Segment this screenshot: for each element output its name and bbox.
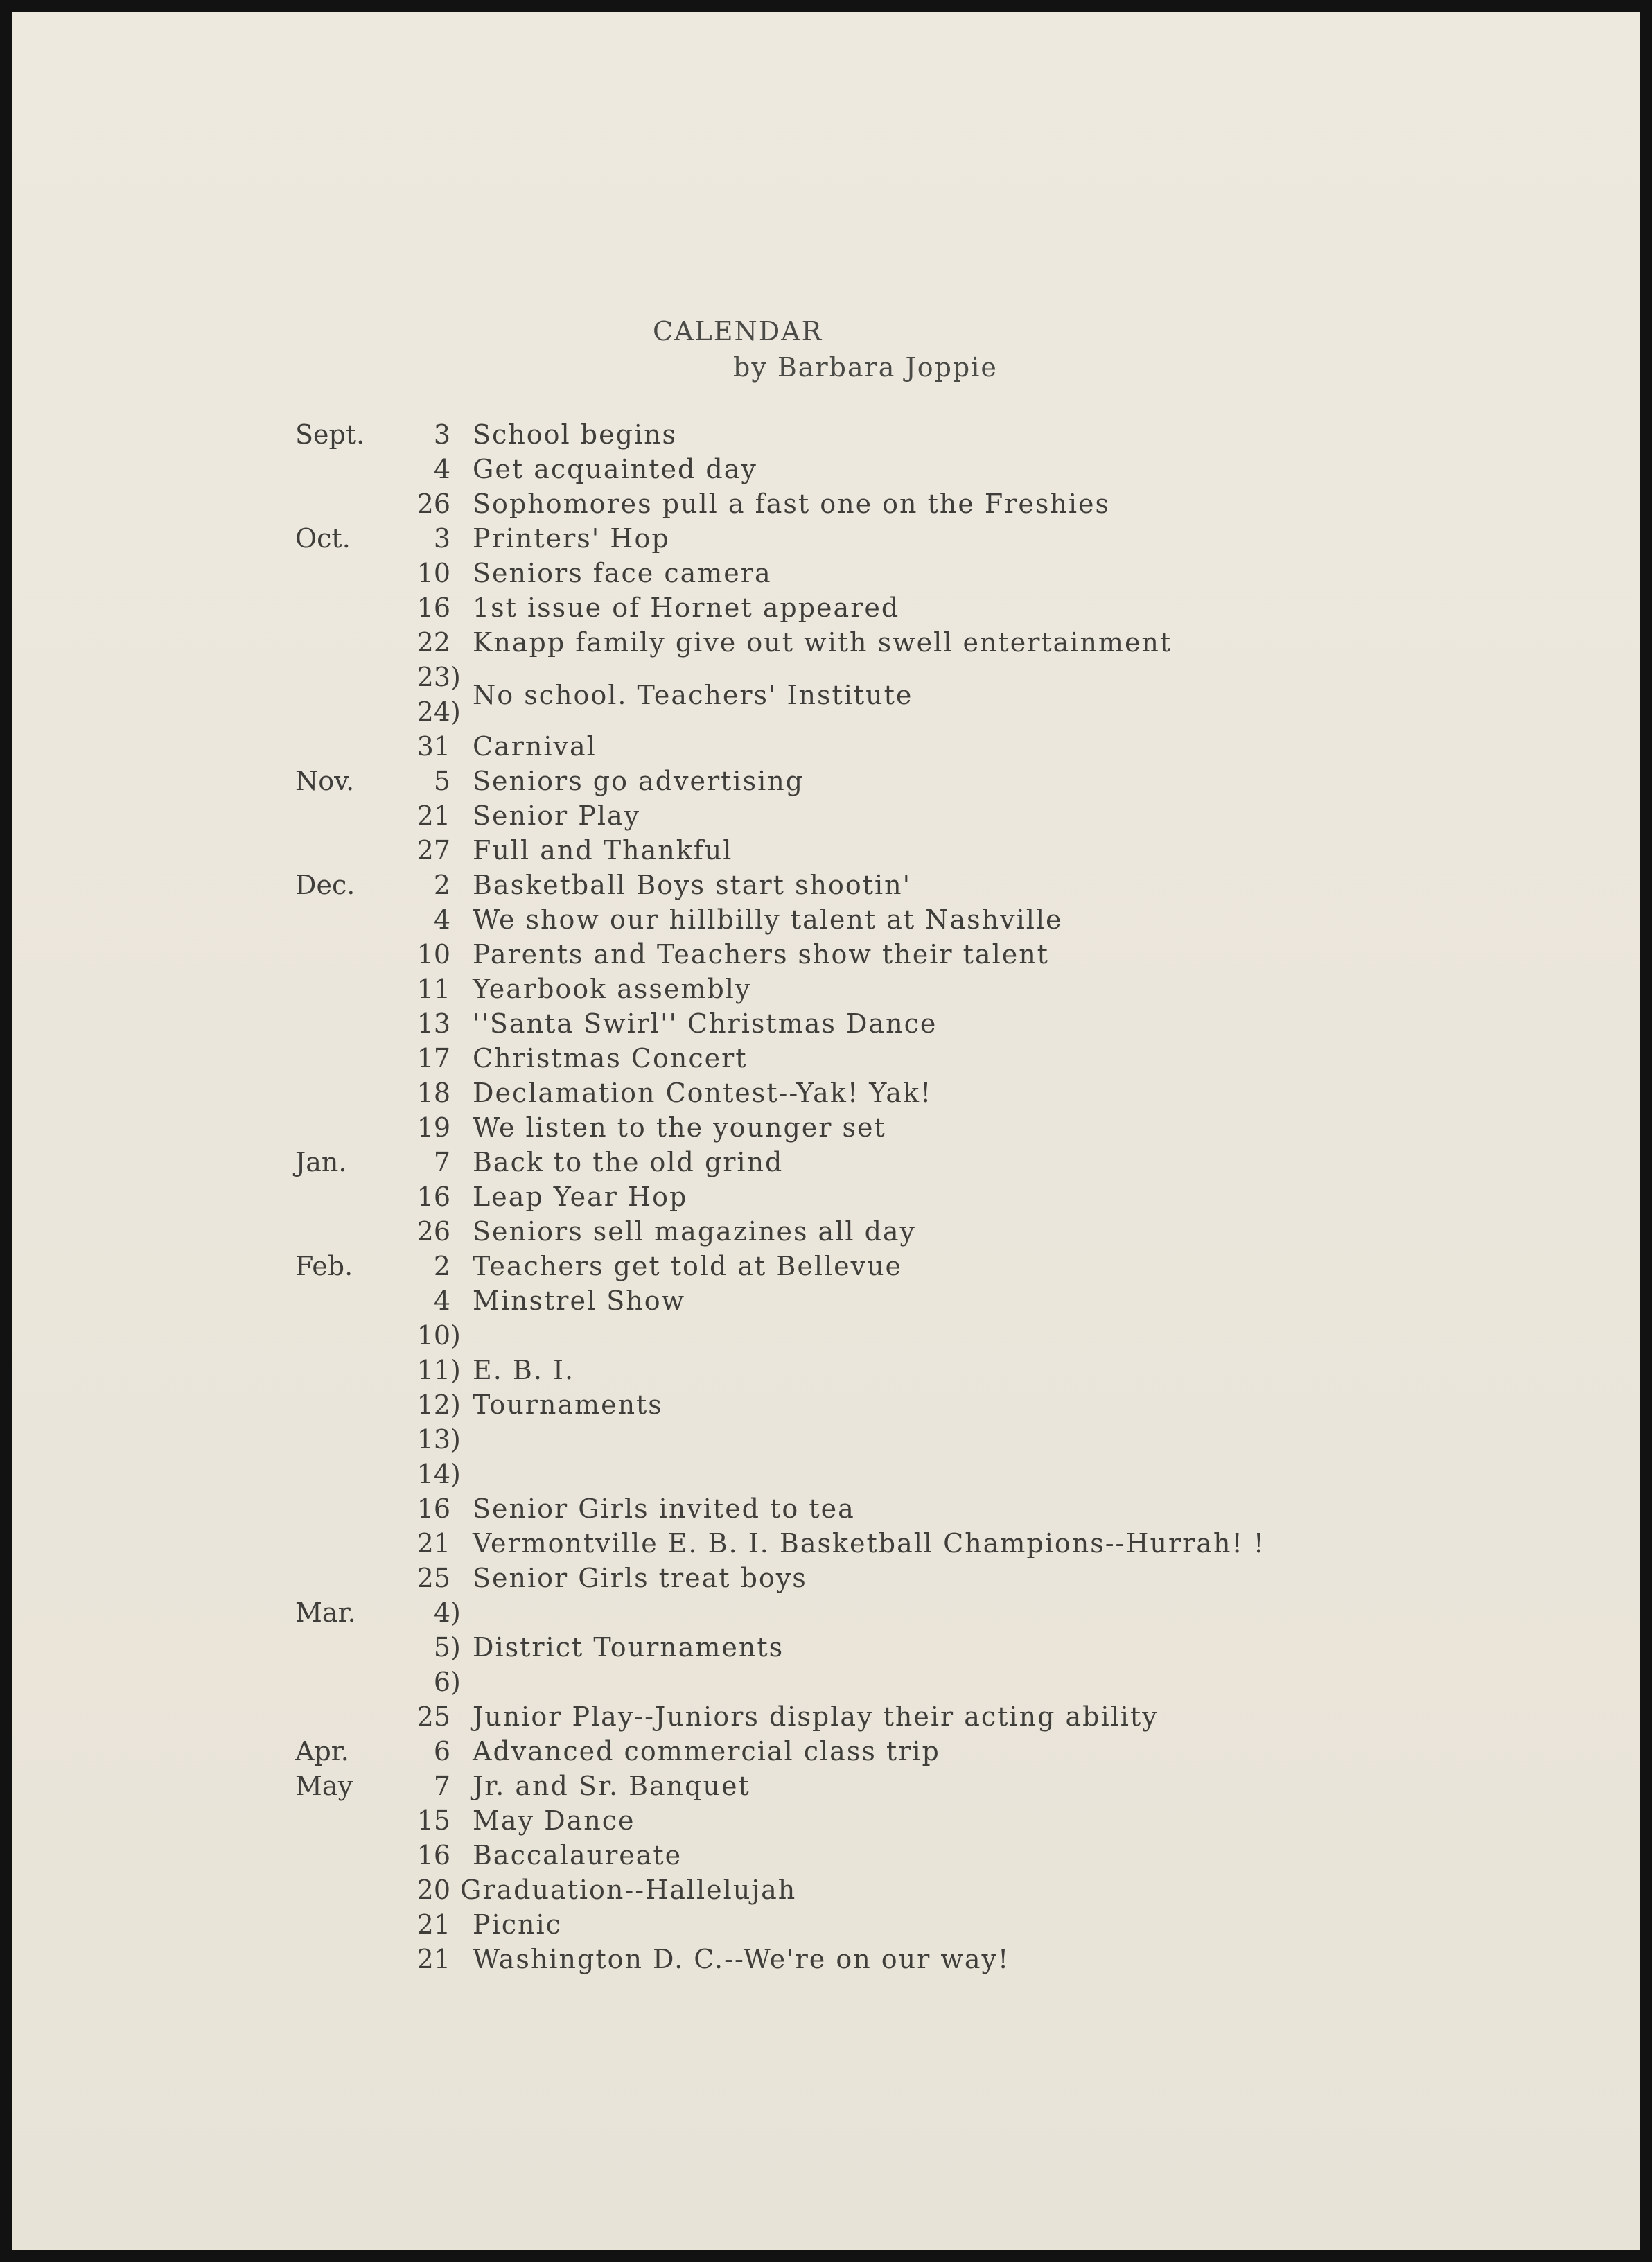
day-number: 22 — [416, 627, 450, 658]
month-label: Mar. — [295, 1597, 356, 1628]
bracket-mark: ) — [450, 1632, 461, 1663]
bracket-mark: ) — [450, 1459, 461, 1489]
event-text: May Dance — [473, 1805, 635, 1836]
event-text: School begins — [473, 419, 678, 450]
day-number: 2 — [433, 1251, 450, 1281]
event-text: Sophomores pull a fast one on the Freshies — [473, 489, 1111, 519]
event-text: Advanced commercial class trip — [473, 1736, 940, 1766]
day-number: 21 — [416, 1528, 450, 1559]
day-number: 26 — [416, 489, 450, 519]
day-number: 4 — [433, 904, 450, 935]
bracket-mark: ) — [450, 662, 461, 692]
page-title: CALENDAR — [653, 316, 823, 347]
event-text: We listen to the younger set — [473, 1112, 886, 1143]
event-text: Picnic — [473, 1909, 562, 1940]
author-byline: by Barbara Joppie — [733, 352, 998, 383]
day-number: 7 — [433, 1147, 450, 1177]
month-label: Nov. — [295, 766, 355, 796]
day-number: 5 — [433, 1632, 450, 1663]
day-number: 12 — [416, 1389, 450, 1420]
day-number: 20 — [416, 1875, 450, 1905]
event-text: Get acquainted day — [473, 454, 757, 484]
event-text: Baccalaureate — [473, 1840, 683, 1870]
event-text: Declamation Contest--Yak! Yak! — [473, 1078, 933, 1108]
event-text: Printers' Hop — [473, 523, 670, 554]
event-text: Seniors go advertising — [473, 766, 805, 796]
bracket-mark: ) — [450, 696, 461, 727]
event-text: E. B. I. — [473, 1355, 575, 1385]
event-text: Jr. and Sr. Banquet — [473, 1771, 750, 1801]
bracket-mark: ) — [450, 1424, 461, 1455]
day-number: 3 — [433, 419, 450, 450]
month-label: Sept. — [295, 419, 365, 450]
day-number: 15 — [416, 1805, 450, 1836]
event-text: Senior Play — [473, 800, 641, 831]
event-text: Graduation--Hallelujah — [460, 1875, 797, 1905]
day-number: 21 — [416, 1909, 450, 1940]
day-number: 4 — [433, 454, 450, 484]
bracket-mark: ) — [450, 1389, 461, 1420]
event-text: Carnival — [473, 731, 597, 762]
day-number: 21 — [416, 800, 450, 831]
day-number: 13 — [416, 1424, 450, 1455]
bracket-mark: ) — [450, 1320, 461, 1351]
day-number: 11 — [416, 1355, 450, 1385]
day-number: 16 — [416, 1493, 450, 1524]
bracket-mark: ) — [450, 1667, 461, 1697]
day-number: 6 — [433, 1667, 450, 1697]
event-text: Back to the old grind — [473, 1147, 784, 1177]
event-text: Seniors sell magazines all day — [473, 1216, 917, 1247]
event-text: District Tournaments — [473, 1632, 784, 1663]
event-text: ''Santa Swirl'' Christmas Dance — [473, 1008, 938, 1039]
month-label: Oct. — [295, 523, 351, 554]
day-number: 14 — [416, 1459, 450, 1489]
day-number: 4 — [433, 1286, 450, 1316]
event-text: Vermontville E. B. I. Basketball Champions--Hurrah! ! — [473, 1528, 1266, 1559]
month-label: Jan. — [295, 1147, 347, 1177]
day-number: 21 — [416, 1944, 450, 1974]
day-number: 6 — [433, 1736, 450, 1766]
month-label: Dec. — [295, 870, 355, 900]
event-text: 1st issue of Hornet appeared — [473, 593, 900, 623]
event-text: Full and Thankful — [473, 835, 733, 866]
day-number: 2 — [433, 870, 450, 900]
event-text: Washington D. C.--We're on our way! — [473, 1944, 1010, 1974]
day-number: 11 — [416, 974, 450, 1004]
event-text: Seniors face camera — [473, 558, 772, 588]
day-number: 24 — [416, 696, 450, 727]
event-text: Yearbook assembly — [473, 974, 752, 1004]
day-number: 16 — [416, 1840, 450, 1870]
month-label: May — [295, 1771, 353, 1801]
event-text: Minstrel Show — [473, 1286, 686, 1316]
event-text: Junior Play--Juniors display their acting ability — [473, 1701, 1159, 1732]
month-label: Apr. — [295, 1736, 349, 1766]
month-label: Feb. — [295, 1251, 353, 1281]
day-number: 5 — [433, 766, 450, 796]
day-number: 17 — [416, 1043, 450, 1073]
day-number: 10 — [416, 558, 450, 588]
day-number: 18 — [416, 1078, 450, 1108]
day-number: 13 — [416, 1008, 450, 1039]
event-text: Parents and Teachers show their talent — [473, 939, 1049, 970]
event-text: Senior Girls invited to tea — [473, 1493, 855, 1524]
day-number: 10 — [416, 1320, 450, 1351]
day-number: 3 — [433, 523, 450, 554]
day-number: 7 — [433, 1771, 450, 1801]
day-number: 25 — [416, 1701, 450, 1732]
day-number: 23 — [416, 662, 450, 692]
day-number: 31 — [416, 731, 450, 762]
day-number: 27 — [416, 835, 450, 866]
day-number: 25 — [416, 1563, 450, 1593]
bracket-mark: ) — [450, 1597, 461, 1628]
event-text: Leap Year Hop — [473, 1182, 688, 1212]
day-number: 4 — [433, 1597, 450, 1628]
day-number: 19 — [416, 1112, 450, 1143]
day-number: 16 — [416, 593, 450, 623]
day-number: 26 — [416, 1216, 450, 1247]
event-text: Knapp family give out with swell entertainment — [473, 627, 1172, 658]
day-number: 10 — [416, 939, 450, 970]
day-number: 16 — [416, 1182, 450, 1212]
calendar-list — [12, 12, 1640, 2250]
event-text: Basketball Boys start shootin' — [473, 870, 912, 900]
event-text: We show our hillbilly talent at Nashville — [473, 904, 1063, 935]
event-text: Senior Girls treat boys — [473, 1563, 807, 1593]
event-text: Teachers get told at Bellevue — [473, 1251, 903, 1281]
event-text: Tournaments — [473, 1389, 663, 1420]
event-text: Christmas Concert — [473, 1043, 748, 1073]
bracket-mark: ) — [450, 1355, 461, 1385]
yearbook-page — [12, 12, 1640, 2250]
event-text: No school. Teachers' Institute — [473, 680, 913, 710]
